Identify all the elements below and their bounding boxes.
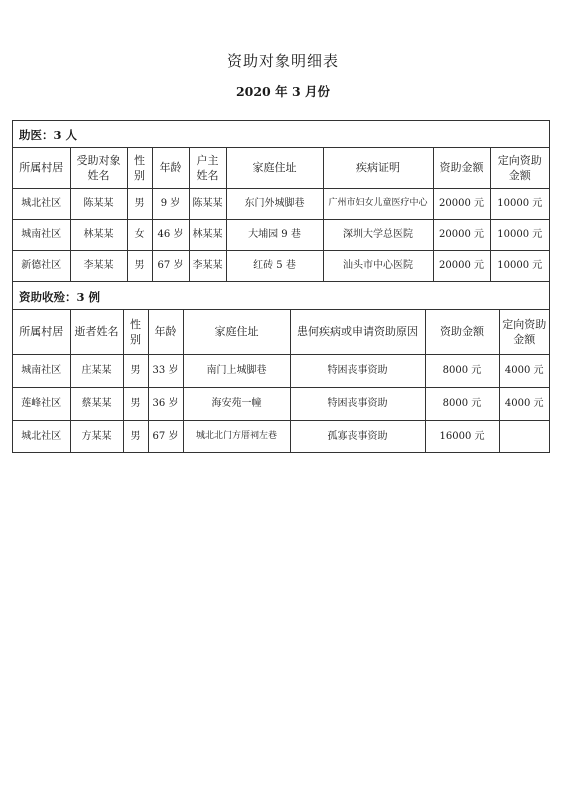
header-cell: 资助金额 <box>433 148 490 188</box>
table-row <box>13 354 549 387</box>
header-cell: 性别 <box>127 148 152 188</box>
table-cell: 南门上城脚巷 <box>183 354 290 387</box>
table-cell: 46 岁 <box>152 219 189 250</box>
header-cell: 家庭住址 <box>183 310 290 354</box>
table-cell: 蔡某某 <box>70 387 123 420</box>
table-cell: 深圳大学总医院 <box>323 219 433 250</box>
table-cell: 8000 元 <box>425 354 499 387</box>
table-cell: 8000 元 <box>425 387 499 420</box>
medical-aid-table <box>13 148 549 282</box>
table-cell: 男 <box>123 420 148 453</box>
table-cell: 67 岁 <box>152 250 189 281</box>
table-cell: 城南社区 <box>13 354 70 387</box>
table-cell: 4000 元 <box>499 354 549 387</box>
table-row <box>13 219 549 250</box>
table-cell: 男 <box>127 250 152 281</box>
header-cell: 年龄 <box>152 148 189 188</box>
header-cell: 性别 <box>123 310 148 354</box>
header-cell: 逝者姓名 <box>70 310 123 354</box>
table-cell: 男 <box>123 387 148 420</box>
table-cell: 10000 元 <box>490 219 549 250</box>
table-cell: 67 岁 <box>148 420 183 453</box>
header-cell: 定向资助金额 <box>499 310 549 354</box>
table-header-row <box>13 310 549 354</box>
table-cell: 10000 元 <box>490 188 549 219</box>
table-cell: 女 <box>127 219 152 250</box>
table-cell: 红砖 5 巷 <box>226 250 323 281</box>
header-cell: 资助金额 <box>425 310 499 354</box>
table-row <box>13 188 549 219</box>
table-cell: 李某某 <box>70 250 127 281</box>
table-cell: 林某某 <box>189 219 226 250</box>
header-cell: 户主姓名 <box>189 148 226 188</box>
table-cell: 新德社区 <box>13 250 70 281</box>
table-cell: 城南社区 <box>13 219 70 250</box>
page-title: 资助对象明细表 <box>226 52 339 70</box>
header-cell: 定向资助金额 <box>490 148 549 188</box>
detail-table-frame <box>12 120 550 453</box>
table-cell: 汕头市中心医院 <box>323 250 433 281</box>
header-cell: 疾病证明 <box>323 148 433 188</box>
table-cell: 33 岁 <box>148 354 183 387</box>
table-cell: 20000 元 <box>433 250 490 281</box>
table-cell: 10000 元 <box>490 250 549 281</box>
table-row <box>13 250 549 281</box>
table-cell: 李某某 <box>189 250 226 281</box>
header-cell: 年龄 <box>148 310 183 354</box>
table-row <box>13 420 549 453</box>
table-cell: 36 岁 <box>148 387 183 420</box>
table-cell: 陈某某 <box>189 188 226 219</box>
table-cell: 海安苑一幢 <box>183 387 290 420</box>
burial-aid-table <box>13 310 549 453</box>
table-cell: 孤寡丧事资助 <box>290 420 425 453</box>
table-cell: 男 <box>123 354 148 387</box>
table-cell: 广州市妇女儿童医疗中心 <box>323 188 433 219</box>
table-cell: 林某某 <box>70 219 127 250</box>
section-heading-burial: 资助收殓：3 例 <box>13 283 549 310</box>
header-cell: 家庭住址 <box>226 148 323 188</box>
header-cell: 患何疾病或申请资助原因 <box>290 310 425 354</box>
table-cell: 城北北门方厝祠左巷 <box>183 420 290 453</box>
table-cell: 9 岁 <box>152 188 189 219</box>
table-cell: 陈某某 <box>70 188 127 219</box>
table-cell: 城北社区 <box>13 420 70 453</box>
table-cell: 20000 元 <box>433 188 490 219</box>
table-cell: 方某某 <box>70 420 123 453</box>
table-cell <box>499 420 549 453</box>
header-cell: 所属村居 <box>13 148 70 188</box>
table-cell: 东门外城脚巷 <box>226 188 323 219</box>
table-cell: 城北社区 <box>13 188 70 219</box>
table-cell: 16000 元 <box>425 420 499 453</box>
table-cell: 大埔园 9 巷 <box>226 219 323 250</box>
header-cell: 所属村居 <box>13 310 70 354</box>
table-header-row <box>13 148 549 188</box>
page-subtitle: 2020 年 3 月份 <box>235 84 331 99</box>
table-cell: 特困丧事资助 <box>290 354 425 387</box>
table-cell: 庄某某 <box>70 354 123 387</box>
table-cell: 男 <box>127 188 152 219</box>
table-row <box>13 387 549 420</box>
table-cell: 特困丧事资助 <box>290 387 425 420</box>
table-cell: 莲峰社区 <box>13 387 70 420</box>
table-cell: 4000 元 <box>499 387 549 420</box>
header-cell: 受助对象姓名 <box>70 148 127 188</box>
table-cell: 20000 元 <box>433 219 490 250</box>
section-heading-medical: 助医：3 人 <box>13 121 549 148</box>
